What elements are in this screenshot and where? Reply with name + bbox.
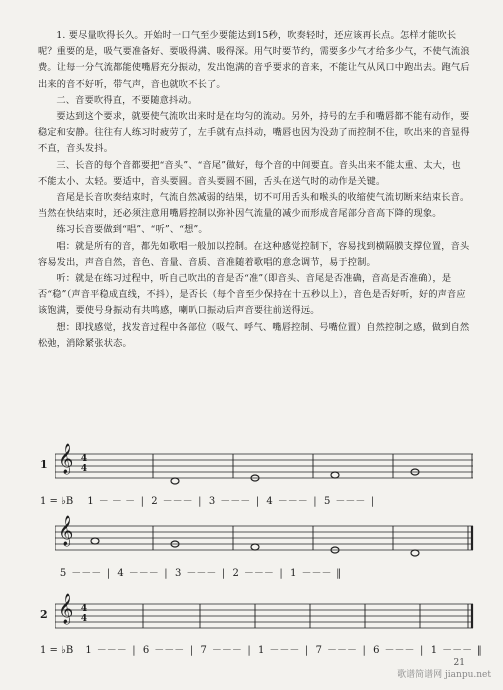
page-number: 21: [453, 658, 465, 668]
exercise-2-jianpu-row: 1 = ♭B 1 －－－ | 6 －－－ | 7 －－－ | 1 －－－ | 7 －－－ | 6 －－－ | 1 －－－ ‖: [40, 645, 482, 656]
note-head: [171, 478, 179, 484]
jianpu-note: 3: [208, 496, 216, 507]
exercise-2-number: 2: [40, 608, 48, 621]
time-signature-top: 4: [80, 604, 88, 614]
key-signature: 1 = ♭B: [40, 645, 74, 656]
paragraph-8: 听：就是在练习过程中，听自己吹出的音是否“准”（即音头、音尾是否准确，音高是否准确），是否“稳”（声音平稳成直线，不抖），是否长（每个音至少保持在十五秒以上），音色是否好听，好的声音应该饱满，要使号身振动有共鸣感，喇叭口振动后声音要往前送得远。: [38, 273, 466, 317]
note-head: [331, 472, 339, 478]
body-text: [38, 28, 470, 352]
exercise-1-jianpu-row-2: 5 －－－ | 4 －－－ | 3 －－－ | 2 －－－ | 1 －－－ ‖: [59, 568, 342, 579]
paragraph-2: 二、音要吹得直，不要随意抖动。: [56, 94, 198, 106]
watermark: 歌谱简谱网 jianpu.net: [397, 670, 491, 680]
exercise-2-staff: [55, 594, 475, 638]
jianpu-note: 2: [151, 496, 158, 507]
exercise-1-staff-row-1: [55, 444, 475, 488]
note-head: [411, 550, 419, 556]
key-signature: 1 = ♭B: [40, 496, 74, 507]
jianpu-note: 4: [266, 496, 273, 507]
time-signature-bottom: 4: [80, 464, 88, 474]
paragraph-7: 唱：就是所有的音，都先如歌唱一般加以控制。在这种感觉控制下，容易找到横隔膜支撑位置，音头容易发出，声音自然，音色、音量、音质、音准随着歌唱的意念调节，易于控制。: [38, 240, 470, 268]
paragraph-9: 想：即找感觉，找发音过程中各部位（吸气、呼气、嘴唇控制、号嘴位置）自然控制之感，做到自然松弛，消除紧张状态。: [38, 321, 470, 349]
exercise-1-number: 1: [40, 458, 48, 471]
dash: －: [111, 496, 122, 507]
time-signature-top: 4: [80, 454, 88, 464]
dash: －: [125, 496, 136, 507]
time-signature-bottom: 4: [80, 614, 88, 624]
treble-clef-icon: 𝄞: [58, 444, 74, 474]
exercise-1-jianpu-row-1: 1 = ♭B 1 － － － | 2 －－－ | 3 －－－ | 4 －－－ | 5 －－－ |: [40, 492, 377, 507]
paragraph-1: 1. 要尽量吹得长久。开始时一口气至少要能达到15秒，吹奏轻时，还应该再长点。怎样才能吹长呢？重要的是，吸气要准备好、要吸得满、吸得深。用气时要节约，需要多少气才给多少气，不使气流浪费。让每一分气流都能使嘴唇充分振动，发出饱满的音乎要求的音来，不能让气从风口中跑出去。跑气后出来的音不好听，带气声，音也就吹不长了。: [38, 30, 470, 90]
paragraph-3: 要达到这个要求，就要使气流吹出来时是在均匀的流动。另外，持号的左手和嘴唇都不能有动作，要稳定和安静。往往有人练习时疲劳了，左手就有点抖动，嘴唇也因为没劲了而控制不住，吹出来的音显得不直，音头发抖。: [38, 111, 470, 155]
paragraph-6: 练习长音要做到“唱”、“听”、“想”。: [56, 224, 208, 236]
paragraph-4: 三、长音的每个音都要把“音头”、“音尾”做好，每个音的中间要直。音头出来不能太重、太大，也不能太小、太轻。要适中，音头要圆。音头要圆不圆，舌头在送气时的动作是关键。: [38, 159, 461, 187]
treble-clef-icon: 𝄞: [58, 594, 74, 624]
treble-clef-icon: 𝄞: [58, 516, 74, 546]
note-head: [251, 544, 259, 550]
exercise-1-staff-row-2: [55, 516, 475, 560]
jianpu-note: 1: [87, 496, 94, 507]
jianpu-note: 5: [323, 496, 331, 507]
note-head: [91, 538, 99, 544]
paragraph-5: 音尾是长音吹奏结束时，气流自然减弱的结果，切不可用舌头和喉头的收缩使气流切断来结束长音。当然在快结束时，还必须注意用嘴唇控制以弥补因气流量的减少而形成音尾部分音高下降的现象。: [38, 192, 470, 220]
dash: －: [98, 496, 109, 507]
